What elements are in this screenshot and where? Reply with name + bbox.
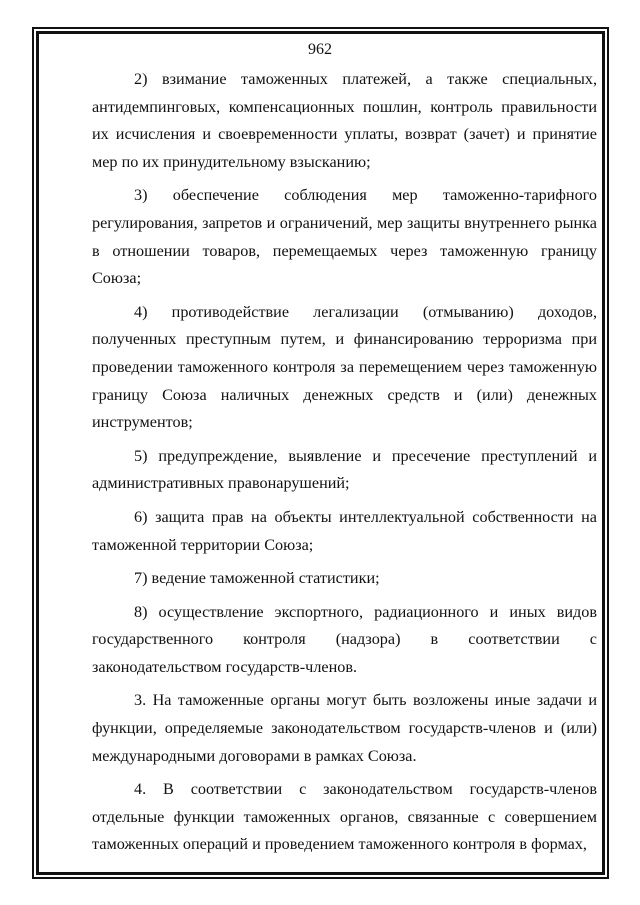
paragraph-item-2: 2) взимание таможенных платежей, а также специальных, антидемпинговых, компенсационных пошлин, контроль правильности их исчисления и своевременности уплаты, возврат (зачет) и принятие мер по их принудительному взысканию; — [92, 70, 597, 171]
paragraph-item-5: 5) предупреждение, выявление и пресечение преступлений и административных правонарушений; — [92, 446, 597, 493]
paragraph-item-6: 6) защита прав на объекты интеллектуальной собственности на таможенной территории Союза; — [92, 507, 597, 554]
paragraph-item-7: 7) ведение таможенной статистики; — [134, 569, 380, 588]
paragraph-item-8: 8) осуществление экспортного, радиационного и иных видов государственного контроля (надзора) в соответствии с законодательством государств-членов. — [92, 602, 597, 676]
paragraph-section-3: 3. На таможенные органы могут быть возложены иные задачи и функции, определяемые законодательством государств-членов и (или) международными договорами в рамках Союза. — [92, 691, 597, 765]
paragraph-item-4: 4) противодействие легализации (отмыванию) доходов, полученных преступным путем, и финансированию терроризма при проведении таможенного контроля за перемещением через таможенную границу Союза наличных денежных средств и (или) денежных инструментов; — [92, 302, 597, 432]
paragraph-item-3: 3) обеспечение соблюдения мер таможенно-тарифного регулирования, запретов и ограничений, мер защиты внутреннего рынка в отношении товаров, перемещаемых через таможенную границу Союза; — [92, 186, 597, 288]
document-body — [92, 66, 597, 865]
page-number: 962 — [308, 41, 332, 58]
paragraph-section-4: 4. В соответствии с законодательством государств-членов отдельные функции таможенных органов, связанные с совершением таможенных операций и проведением таможенного контроля в формах, — [92, 780, 597, 854]
